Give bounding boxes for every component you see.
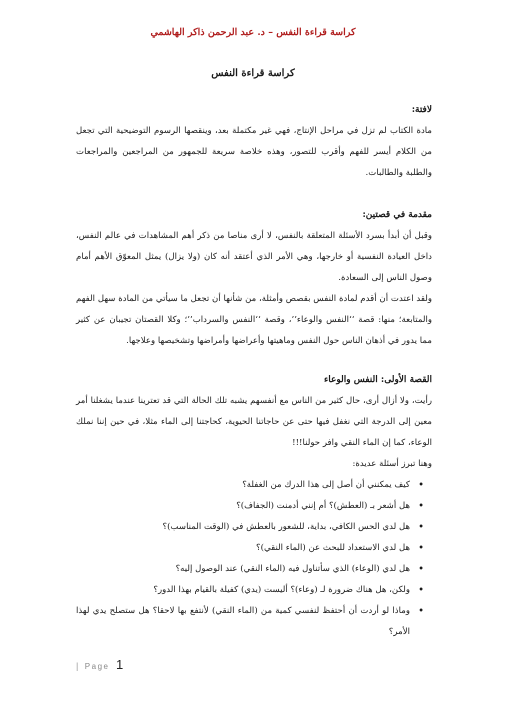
list-item: • ولكن، هل هناك ضرورة لـ (وعاء)؟ أليست (يدي) كفيلة بالقيام بهذا الدور؟	[76, 580, 410, 601]
preface-heading: مقدمة في قصتين:	[362, 210, 432, 220]
list-item: • هل أشعر بـ (العطش)؟ أم إنني أدمنت (الجفاف)؟	[76, 496, 410, 517]
list-item: • هل لدي الاستعداد للبحث عن (الماء النقي)؟	[76, 538, 410, 559]
page-label: Page	[84, 662, 110, 671]
list-item: • هل لدي (الوعاء) الذي سأتناول فيه (الماء النقي) عند الوصول إليه؟	[76, 559, 410, 580]
story1-paragraph-1: رأيت، ولا أزال أرى، حال كثير من الناس مع أنفسهم يشبه تلك الحالة التي قد تعترينا عندما يشغلنا أمر معين إلى الدرجة التي نغفل فيها حتى عن حاجاتنا الحيوية، كحاجتنا إلى الماء مثلا، في حين إننا نملك الوعاء، كما إن الماء النقي وافر حولنا!!!	[76, 396, 432, 448]
story1-heading-main: القصة الأولى:	[380, 375, 432, 385]
list-item: • هل لدي الحس الكافي، بداية، للشعور بالعطش في (الوقت المناسب)؟	[76, 517, 410, 538]
story1-heading	[76, 370, 432, 391]
story1-paragraph-2: وهنا تبرز أسئلة عديدة:	[352, 459, 432, 469]
preface-paragraph-2: ولقد اعتدت أن أقدم لمادة النفس بقصص وأمثلة، من شأنها أن تجعل ما سيأتي من المادة سهل الفهم والمتابعة؛ منها: قصة ‘‘النفس والوعاء’’، وقصة ‘‘النفس والسرداب’’؛ وكلا القصتان تجيبان عن كثير مما يدور في أذهان الناس حول النفس وماهيتها وأعراضها وأمراضها وتشخيصها وعلاجها.	[76, 294, 432, 346]
preface-paragraph-1: وقبل أن أبدأ بسرد الأسئلة المتعلقة بالنفس، لا أرى مناصا من ذكر أهم المشاهدات في عالم النفس، داخل العيادة النفسية أو خارجها، وهي الأمر الذي أعتقد أنه كان (ولا يزال) يمثل المعوّق الأهم أمام وصول الناس إلى السعادة.	[76, 231, 432, 283]
intro-paragraph: مادة الكتاب لم تزل في مراحل الإنتاج، فهي غير مكتملة بعد، وينقصها الرسوم التوضيحية التي تجعل من الكلام أيسر للفهم وأقرب للتصور، وهذه خلاصة سريعة للجمهور من المراجعين والمراجعات والطلبة والطالبات.	[76, 126, 432, 178]
list-item: • كيف يمكنني أن أصل إلى هذا الدرك من الغفلة؟	[76, 475, 410, 496]
intro-section	[76, 100, 432, 184]
running-header: كراسة قراءة النفس – د. عبد الرحمن ذاكر الهاشمي	[150, 27, 356, 38]
footer-divider: |	[76, 661, 79, 671]
list-item: • وماذا لو أردت أن أحتفظ لنفسي كمية من (الماء النقي) لأنتفع بها لاحقا؟ هل ستصلح يدي لهذا الأمر؟	[76, 601, 410, 643]
story1-section	[76, 370, 432, 643]
preface-section	[76, 205, 432, 352]
story1-heading-sub: النفس والوعاء	[324, 375, 378, 385]
document-title: كراسة قراءة النفس	[211, 68, 295, 79]
intro-heading: لافتة:	[411, 105, 432, 115]
page-number: 1	[115, 657, 124, 672]
questions-list	[76, 475, 432, 643]
page-footer	[76, 656, 123, 674]
